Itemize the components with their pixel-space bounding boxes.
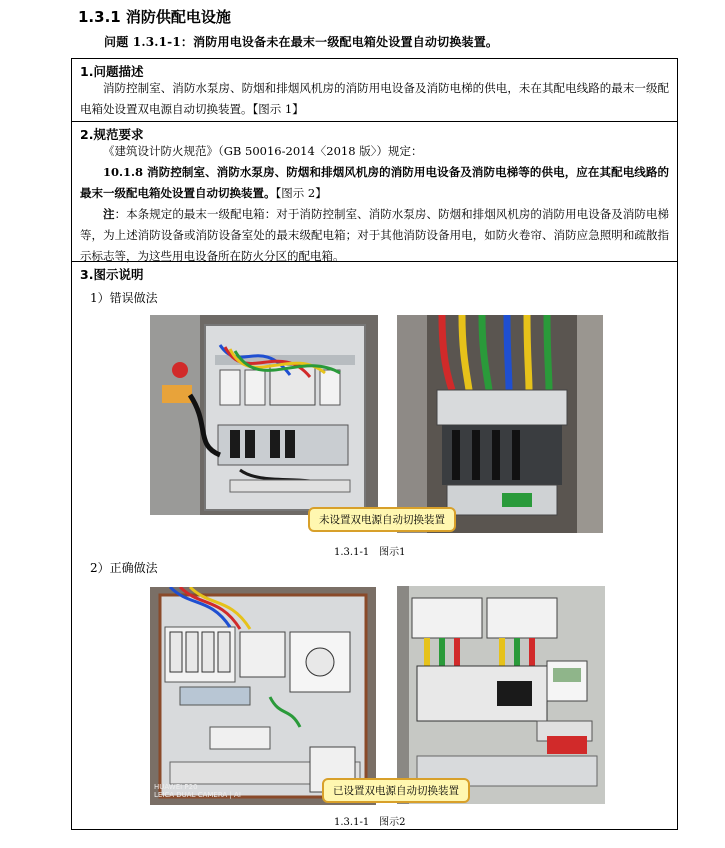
right-practice-photo-left: [150, 587, 376, 805]
figure-caption-2: 1.3.1-1 图示2: [334, 817, 406, 828]
camera-watermark: HUAWEI P20 LEICA DUAL CAMERA | AI: [154, 783, 241, 799]
wrong-practice-photo-left: [150, 315, 378, 515]
illustration-row: [72, 262, 677, 829]
right-practice-photo-right: [397, 586, 605, 804]
wrong-practice-tag: 未设置双电源自动切换装置: [308, 507, 456, 532]
code-clause: [80, 162, 669, 204]
code-requirement-row: [72, 122, 677, 262]
code-requirement-title: 2.规范要求: [80, 127, 144, 142]
problem-description-title: 1.问题描述: [80, 64, 144, 79]
right-practice-label: 2）正确做法: [90, 561, 158, 575]
wrong-practice-label: 1）错误做法: [90, 291, 158, 305]
figure-caption-1: 1.3.1-1 图示1: [334, 547, 406, 558]
code-reference: 《建筑设计防火规范》（GB 50016-2014〈2018 版〉）规定：: [103, 144, 423, 158]
code-note: [80, 204, 669, 267]
code-note-label: 注: [103, 207, 115, 221]
right-practice-tag: 已设置双电源自动切换装置: [322, 778, 470, 803]
wrong-practice-photo-right: [397, 315, 603, 533]
problem-description-row: [72, 59, 677, 122]
illustration-title: 3.图示说明: [80, 267, 144, 282]
problem-description-text: 消防控制室、消防水泵房、防烟和排烟风机房的消防用电设备及消防电梯的供电，未在其配电线路的最末一级配电箱处设置双电源自动切换装置。【图示 1】: [80, 81, 669, 116]
content-table: [71, 58, 678, 830]
code-clause-tail: 【图示 2】: [275, 186, 327, 200]
code-note-text: ：本条规定的最末一级配电箱：对于消防控制室、消防水泵房、防烟和排烟风机房的消防用电设备及消防电梯等，为上述消防设备或消防设备室处的最末级配电箱；对于其他消防设备用电，如防火卷帘、消防应急照明和疏散指示标志等，为这些用电设备所在防火分区的配电箱。: [80, 207, 670, 263]
code-clause-bold: 10.1.8 消防控制室、消防水泵房、防烟和排烟风机房的消防用电设备及消防电梯等的供电，应在其配电线路的最末一级配电箱处设置自动切换装置。: [80, 165, 669, 200]
section-heading: 1.3.1 消防供配电设施: [78, 8, 231, 26]
problem-title: 问题 1.3.1-1：消防用电设备未在最末一级配电箱处设置自动切换装置。: [104, 35, 499, 49]
